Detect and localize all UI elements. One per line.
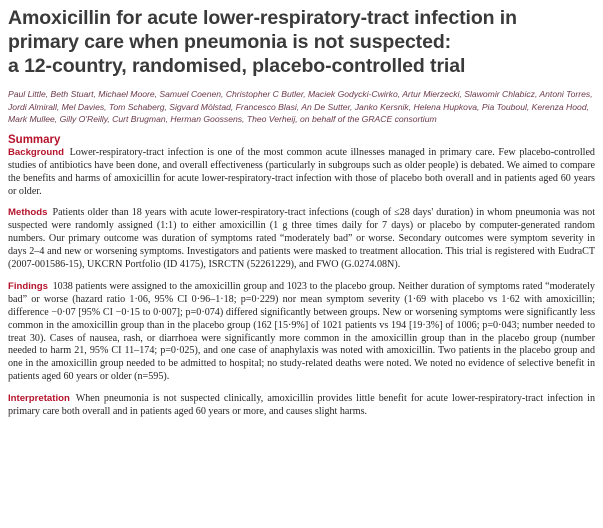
background-text: Lower-respiratory-tract infection is one of the most common acute illnesses managed in primary care. Few placebo-controlled studies of antibiotics have been done, and overall effectiveness (particularly in subgroups such as older people) is debated. We aimed to compare the benefits and harms of amoxicillin for acute lower-respiratory-tract infection with those of placebo both overall and in patients aged 60 years or older. (8, 146, 595, 197)
article-title (8, 6, 595, 78)
interpretation-section (8, 393, 595, 419)
background-label: Background (8, 146, 64, 158)
methods-text: Patients older than 18 years with acute lower-respiratory-tract infections (cough of ≤28 days' duration) in whom pneumonia was not suspected were randomly assigned (1:1) to either amoxicillin (1 g three times daily for 7 days) or placebo by computer-generated random numbers. Our primary outcome was duration of symptoms rated “moderately bad” or worse. Secondary outcomes were symptom severity in days 2–4 and new or worsening symptoms. Investigators and patients were masked to treatment allocation. This trial is registered with EudraCT (2007-001586-15), UKCRN Portfolio (ID 4175), ISRCTN (52261229), and FWO (G.0274.08N). (8, 207, 595, 271)
findings-section (8, 281, 595, 384)
findings-text: 1038 patients were assigned to the amoxicillin group and 1023 to the placebo group. Neither duration of symptoms rated “moderately bad” or worse (hazard ratio 1·06, 95% CI 0·96–1·18; p=0·229) nor mean symptom severity (1·69 with placebo vs 1·62 with amoxicillin; difference −0·07 [95% CI −0·15 to 0·007]; p=0·074) differed significantly between groups. New or worsening symptoms were significantly less common in the amoxicillin group than in the placebo group (162 [15·9%] of 1021 patients vs 194 [19·3%] of 1006; p=0·043; number needed to treat 30). Cases of nausea, rash, or diarrhoea were significantly more common in the amoxicillin group than in the placebo group (number needed to harm 21, 95% CI 11–174; p=0·025), and one case of anaphylaxis was noted with amoxicillin. Two patients in the placebo group and one in the amoxicillin group needed to be admitted to hospital; no study-related deaths were noted. We noted no evidence of selective benefit in patients aged 60 years or older (n=595). (8, 280, 595, 383)
title-line-1: Amoxicillin for acute lower-respiratory-tract infection in (8, 7, 517, 29)
background-section (8, 147, 595, 199)
summary-heading: Summary (8, 133, 61, 146)
interpretation-label: Interpretation (8, 393, 70, 405)
interpretation-text: When pneumonia is not suspected clinically, amoxicillin provides little benefit for acute lower-respiratory-tract infection in primary care both overall and in patients aged 60 years or more, and causes slight harms. (8, 393, 596, 418)
title-line-3: a 12-country, randomised, placebo-controlled trial (8, 55, 466, 77)
methods-section (8, 207, 595, 272)
methods-label: Methods (8, 207, 48, 219)
author-list: Paul Little, Beth Stuart, Michael Moore, Samuel Coenen, Christopher C Butler, Maciek Godycki-Cwirko, Artur Mierzecki, Slawomir Chlabicz, Antoni Torres, Jordi Almirall, Mel Davies, Tom Schaberg, Sigvard Mölstad, Francesco Blasi, An De Sutter, Janko Kersnik, Helena Hupkova, Pia Touboul, Kerenza Hood, Mark Mullee, Gilly O'Reilly, Curt Brugman, Herman Goossens, Theo Verheij, on behalf of the GRACE consortium (8, 89, 593, 125)
title-line-2: primary care when pneumonia is not suspected: (8, 31, 452, 53)
findings-label: Findings (8, 280, 48, 292)
